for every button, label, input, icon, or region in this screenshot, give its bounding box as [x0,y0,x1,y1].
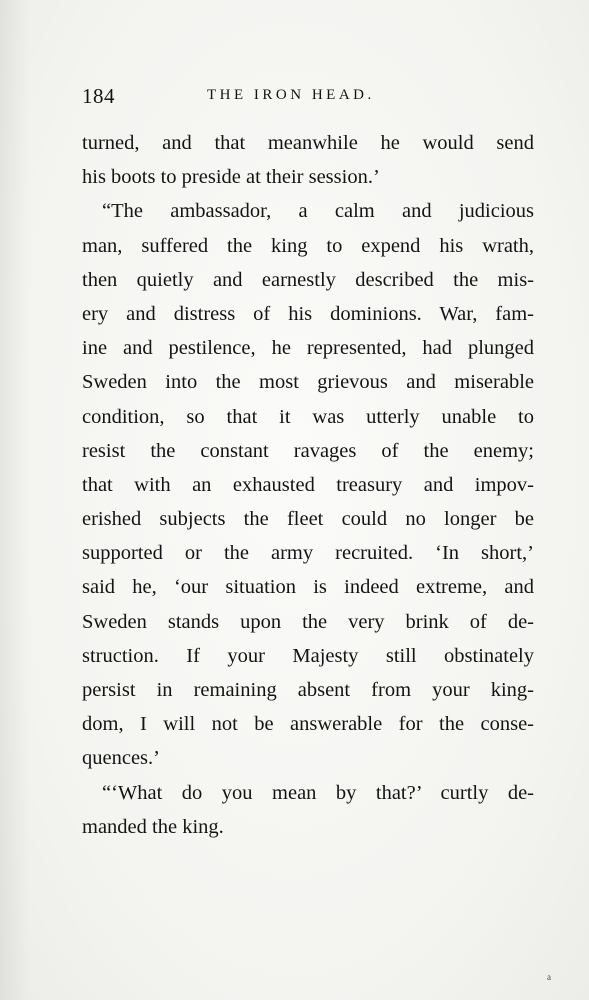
text-line: “‘What do you mean by that?’ curtly de- [102,781,534,804]
text-line: Sweden into the most grievous and miserable [82,371,534,394]
gutter-shadow [0,0,30,1000]
text-line: condition, so that it was utterly unable to [82,405,534,428]
text-line: Sweden stands upon the very brink of de- [82,610,534,633]
text-line: persist in remaining absent from your king- [82,679,534,701]
signature-mark: a [547,972,551,982]
text-line: supported or the army recruited. ‘In short,’ [82,542,534,565]
text-line: ine and pestilence, he represented, had plunged [82,337,534,360]
text-line: turned, and that meanwhile he would send [82,132,534,154]
text-line: erished subjects the fleet could no longer be [82,508,534,531]
text-line: said he, ‘our situation is indeed extreme, and [82,576,534,599]
running-head: THE IRON HEAD. [207,87,375,103]
page-header [82,84,534,114]
text-line: ery and distress of his dominions. War, fam- [82,302,534,325]
text-line: resist the constant ravages of the enemy; [82,439,534,462]
text-line: that with an exhausted treasury and impov- [82,473,534,496]
text-line: then quietly and earnestly described the mis- [82,268,534,291]
text-line: his boots to preside at their session.’ [82,166,380,189]
text-line: man, suffered the king to expend his wrath, [82,234,534,257]
body-text [82,126,534,844]
text-line: struction. If your Majesty still obstinately [82,644,534,667]
page-number: 184 [82,84,115,108]
text-line: manded the king. [82,815,224,838]
text-line: “The ambassador, a calm and judicious [102,200,534,223]
text-line: quences.’ [82,747,160,770]
text-line: dom, I will not be answerable for the conse- [82,713,534,736]
